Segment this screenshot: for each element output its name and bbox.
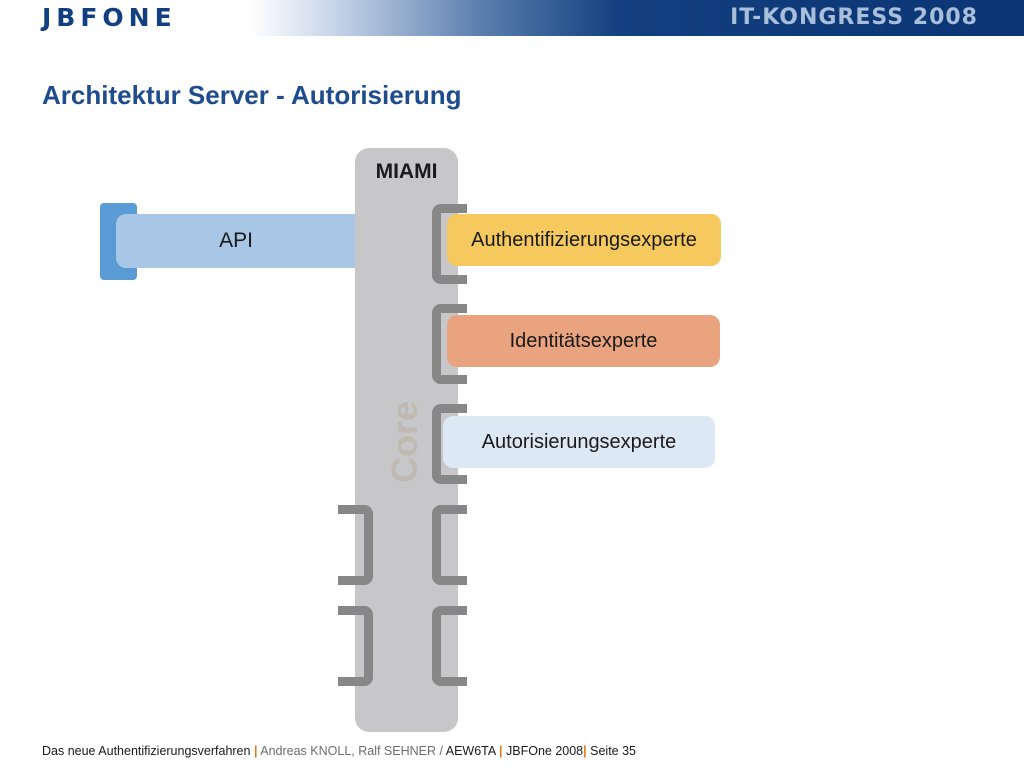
footer-event: JBFOne 2008 [506,744,584,758]
expert-box-autorisierung [443,416,715,468]
core-label: Core [384,400,425,484]
expert-box-authentifizierung [447,214,721,266]
footer-separator: | [253,744,258,758]
footer-page: Seite 35 [590,744,636,758]
expert-label: Identitätsexperte [509,329,658,352]
expert-label: Autorisierungsexperte [481,430,677,453]
footer-team: AEW6TA [445,744,496,758]
socket-right-4 [432,505,467,585]
expert-box-identitaet [447,315,720,367]
congress-title: IT-KONGRESS 2008 [730,5,978,30]
miami-label: MIAMI [375,160,438,183]
slide-title: Architektur Server - Autorisierung [42,80,462,110]
api-box [116,214,356,268]
socket-right-5 [432,606,467,686]
footer-topic: Das neue Authentifizierungsverfahren [42,744,251,758]
api-label: API [219,229,253,252]
jbfone-logo: JBFONE [42,3,177,32]
expert-label: Authentifizierungsexperte [471,228,697,251]
socket-left-1 [338,505,373,585]
socket-left-2 [338,606,373,686]
footer-separator: | [499,744,503,758]
slide-footer [42,744,636,758]
footer-separator: | [583,744,587,758]
footer-authors: Andreas KNOLL, Ralf SEHNER / [260,744,446,758]
